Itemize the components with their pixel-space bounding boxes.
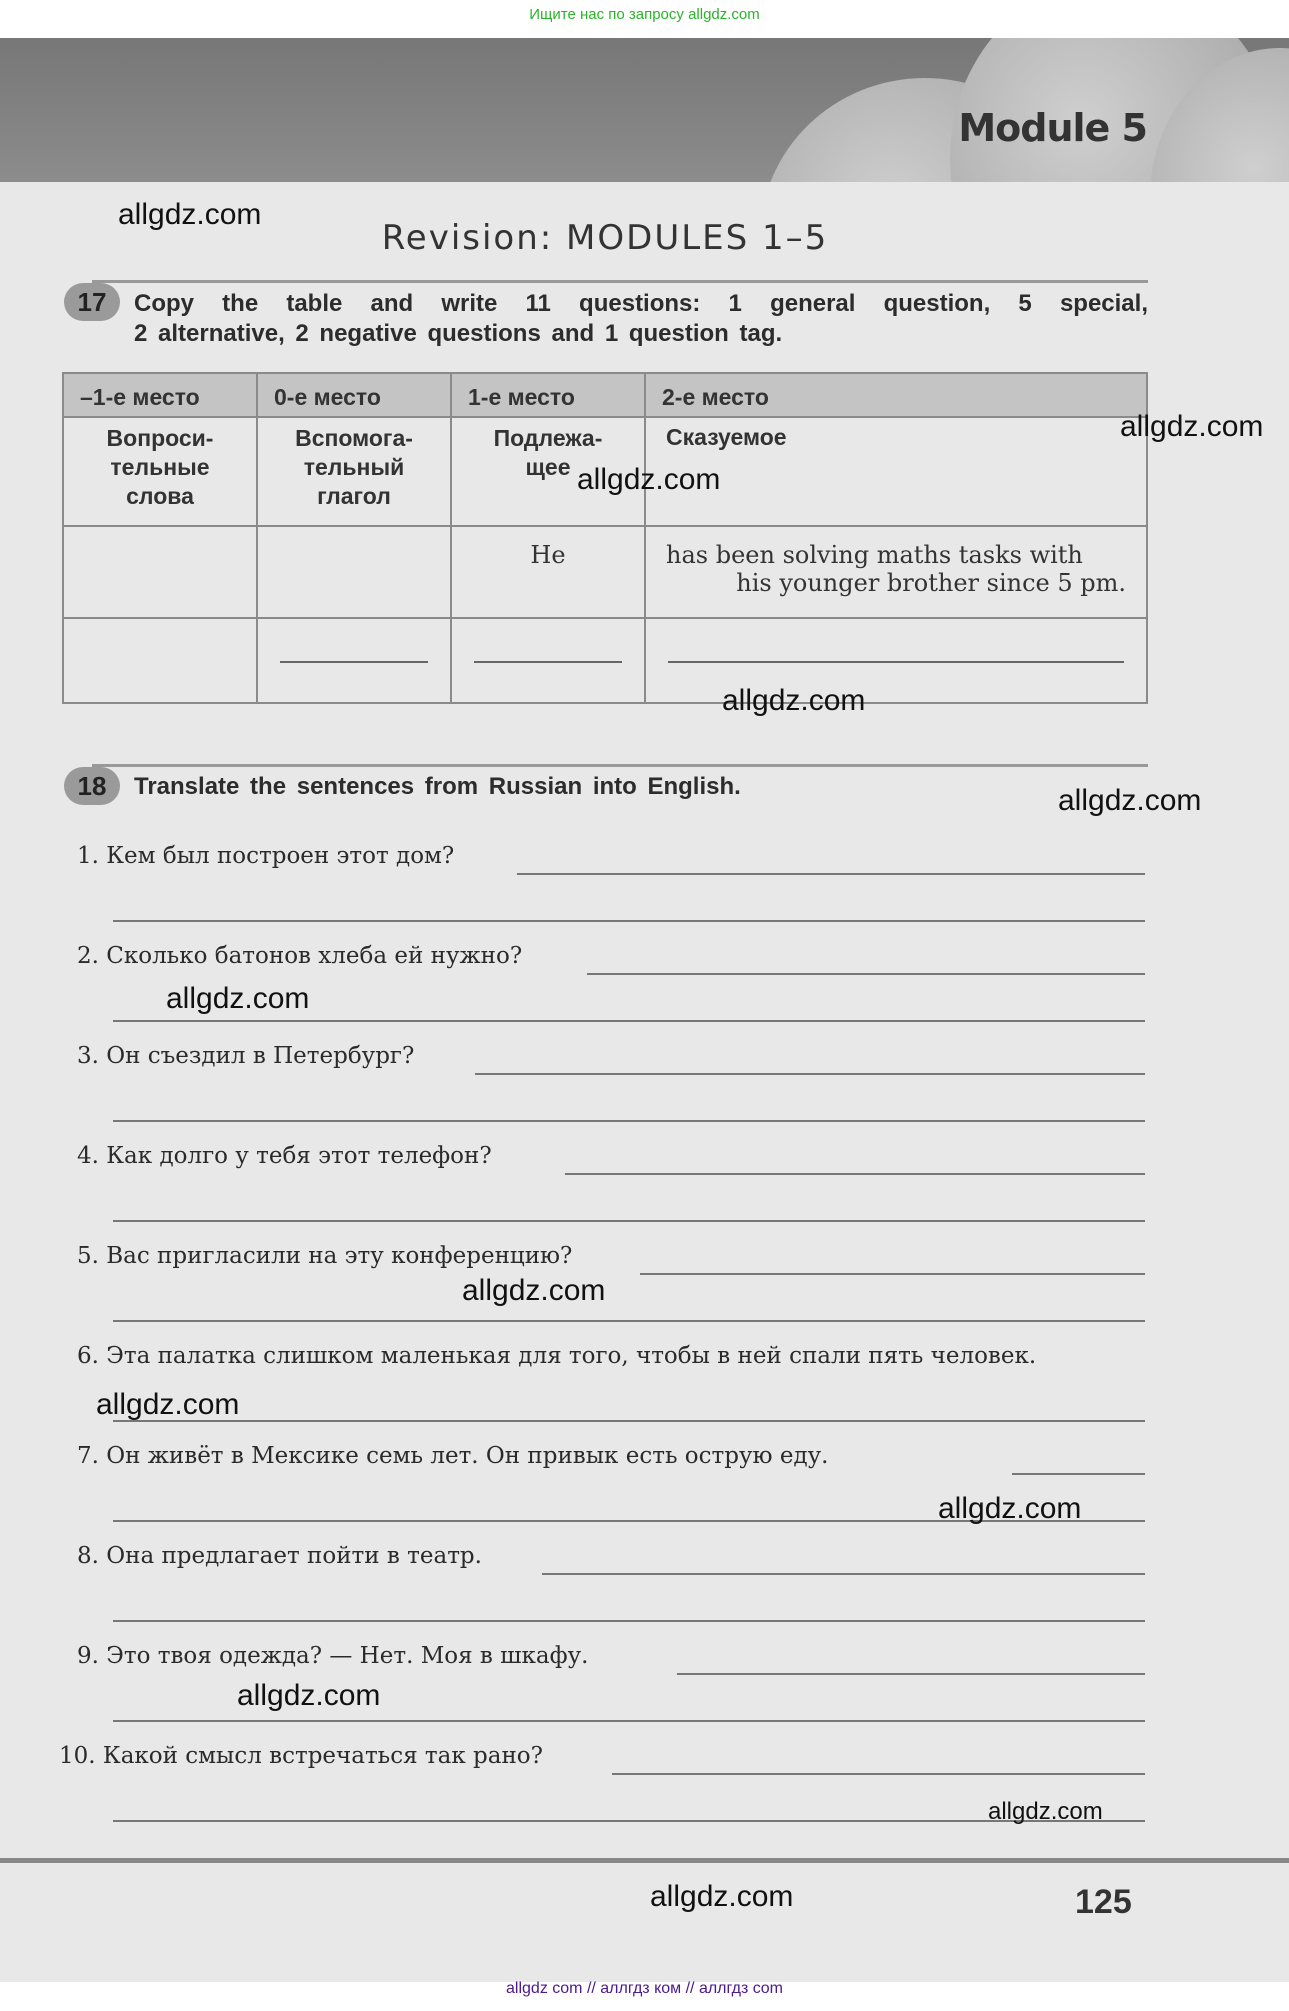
sentence-10: 10. Какой смысл встречаться так рано? [59,1743,543,1769]
watermark: allgdz.com [237,1679,381,1712]
exercise-17-instruction-line1: Copy the table and write 11 questions: 1 general question, 5 special, [134,290,1148,317]
page-number: 125 [1075,1883,1132,1921]
watermark: allgdz.com [722,684,866,717]
page-title: Revision: MODULES 1–5 [381,218,829,258]
table-cell[interactable] [63,618,257,703]
answer-line[interactable] [677,1673,1145,1675]
watermark: allgdz.com [938,1492,1082,1525]
column-header: –1-е место [63,373,257,417]
answer-line[interactable] [113,1120,1145,1122]
footer-notice: allgdz com // аллгдз ком // аллгдз com [506,1980,783,1997]
column-subheader: Вспомога- тельный глагол [257,417,451,526]
answer-line[interactable] [475,1073,1145,1075]
exercise-number-badge: 18 [64,767,120,805]
top-notice: Ищите нас по запросу allgdz.com [529,6,760,23]
sentence-6: 6. Эта палатка слишком маленькая для того, чтобы в ней спали пять человек. [77,1343,1037,1369]
answer-line[interactable] [113,1020,1145,1022]
sentence-9: 9. Это твоя одежда? — Нет. Моя в шкафу. [77,1643,589,1669]
watermark: allgdz.com [462,1274,606,1307]
sentence-2: 2. Сколько батонов хлеба ей нужно? [77,943,523,969]
module-label: Module 5 [958,106,1147,150]
column-subheader: Сказуемое [645,417,1147,526]
answer-line[interactable] [113,1620,1145,1622]
table-cell[interactable] [451,618,645,703]
table-cell[interactable] [257,526,451,618]
answer-line[interactable] [113,920,1145,922]
column-header: 2-е место [645,373,1147,417]
divider [92,764,1148,767]
watermark: allgdz.com [1120,410,1264,443]
predicate-line: his younger brother since 5 pm. [736,569,1126,597]
watermark: allgdz.com [577,463,721,496]
table-cell[interactable] [645,618,1147,703]
predicate-line: has been solving maths tasks with [666,541,1083,569]
exercise-number-badge: 17 [64,283,120,321]
answer-line[interactable] [517,873,1145,875]
answer-line[interactable] [113,1220,1145,1222]
answer-line[interactable] [612,1773,1145,1775]
answer-line[interactable] [587,973,1145,975]
sentence-1: 1. Кем был построен этот дом? [77,843,455,869]
table-cell[interactable] [257,618,451,703]
divider [92,280,1148,283]
sentence-5: 5. Вас пригласили на эту конференцию? [77,1243,573,1269]
answer-line[interactable] [565,1173,1145,1175]
answer-line[interactable] [542,1573,1145,1575]
watermark: allgdz.com [988,1798,1103,1825]
sentence-8: 8. Она предлагает пойти в театр. [77,1543,482,1569]
example-subject: He [451,526,645,618]
answer-line[interactable] [113,1420,1145,1422]
answer-line[interactable] [113,1320,1145,1322]
example-predicate [645,526,1147,618]
bottom-divider [0,1858,1289,1863]
sentence-7: 7. Он живёт в Мексике семь лет. Он привык есть острую еду. [77,1443,829,1469]
sentence-structure-table [62,372,1148,704]
column-subheader: Вопроси- тельные слова [63,417,257,526]
watermark: allgdz.com [118,198,262,231]
table-cell[interactable] [63,526,257,618]
watermark: allgdz.com [1058,784,1202,817]
column-header: 0-е место [257,373,451,417]
answer-line[interactable] [113,1720,1145,1722]
answer-line[interactable] [640,1273,1145,1275]
watermark: allgdz.com [96,1388,240,1421]
column-header: 1-е место [451,373,645,417]
exercise-17-instruction-line2: 2 alternative, 2 negative questions and 1 question tag. [134,320,783,347]
watermark: allgdz.com [166,982,310,1015]
exercise-18-instruction: Translate the sentences from Russian into English. [134,773,741,800]
watermark: allgdz.com [650,1880,794,1913]
column-subheader: Подлежа- щее [451,417,645,526]
answer-line[interactable] [1012,1473,1145,1475]
sentence-4: 4. Как долго у тебя этот телефон? [77,1143,492,1169]
sentence-3: 3. Он съездил в Петербург? [77,1043,415,1069]
